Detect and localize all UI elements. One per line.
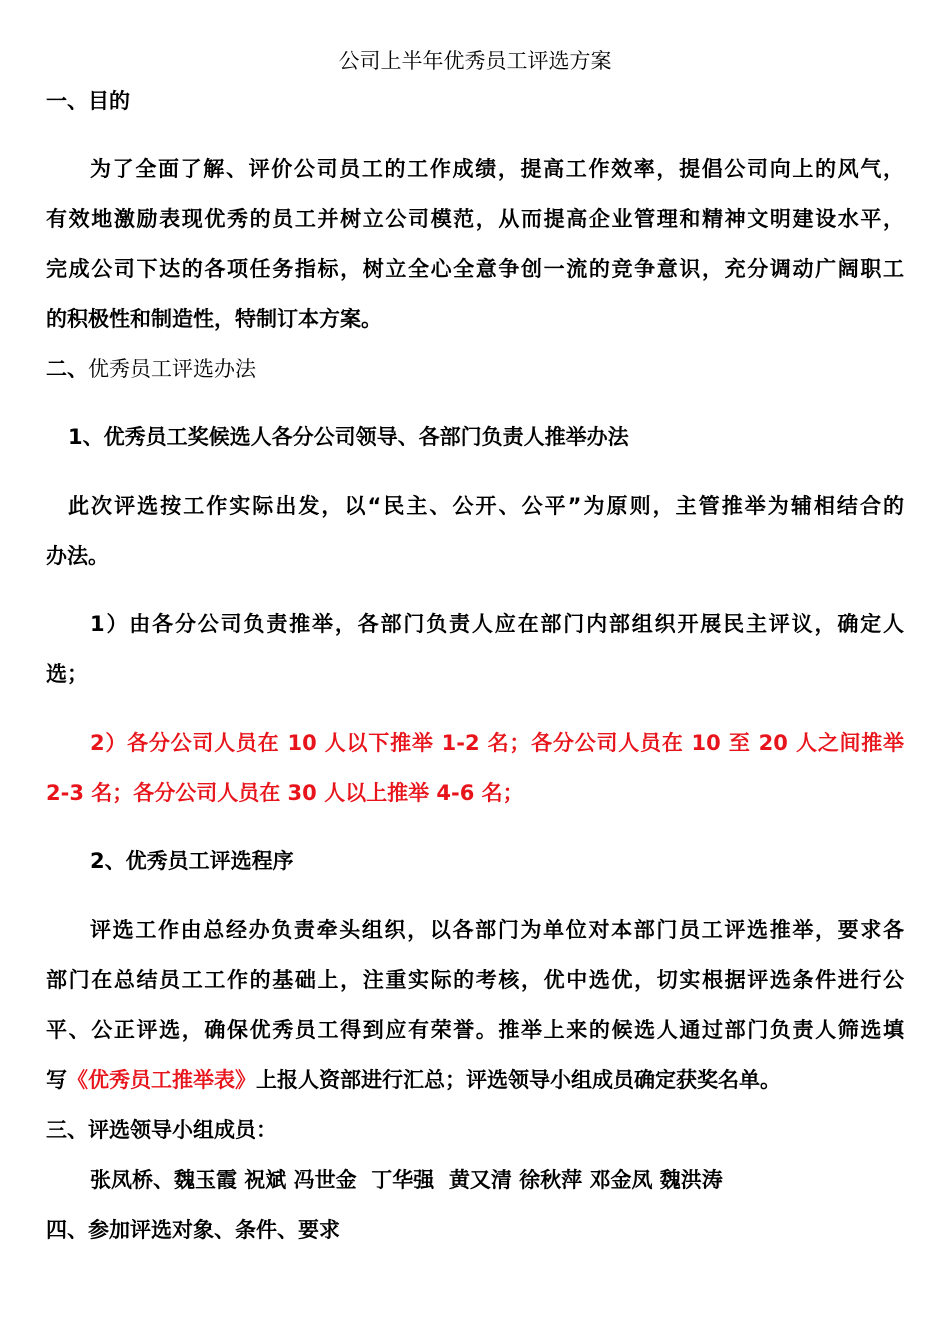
section-4-heading: 四、参加评选对象、条件、要求 — [46, 1218, 340, 1242]
subsection-2-heading: 2、优秀员工评选程序 — [90, 849, 294, 873]
doc-title: 公司上半年优秀员工评选方案 — [338, 49, 612, 73]
text-run: 上报人资部进行汇总；评选领导小组成员确定获奖名单。 — [256, 1068, 781, 1092]
paragraph-line: 平、公正评选，确保优秀员工得到应有荣誉。推举上来的候选人通过部门负责人筛选填 — [46, 1018, 904, 1042]
paragraph-line: 此次评选按工作实际出发，以“民主、公开、公平”为原则，主管推举为辅相结合的 — [68, 494, 904, 518]
list-item-line: 1）由各分公司负责推举，各部门负责人应在部门内部组织开展民主评议，确定人 — [90, 612, 904, 636]
subsection-1-heading: 1、优秀员工奖候选人各分公司领导、各部门负责人推举办法 — [68, 425, 629, 449]
paragraph-line: 评选工作由总经办负责牵头组织，以各部门为单位对本部门员工评选推举，要求各 — [90, 918, 904, 942]
member-list: 张凤桥、魏玉霞 祝斌 冯世金 丁华强 黄又清 徐秋萍 邓金凤 魏洪涛 — [90, 1168, 723, 1192]
section-2-heading — [46, 354, 906, 384]
paragraph-line: 部门在总结员工工作的基础上，注重实际的考核，优中选优，切实根据评选条件进行公 — [46, 968, 904, 992]
paragraph-line: 的积极性和制造性，特制订本方案。 — [46, 307, 382, 331]
highlighted-list-item-line: 2）各分公司人员在 10 人以下推举 1-2 名；各分公司人员在 10 至 20 人之间推举 — [90, 731, 904, 755]
paragraph-line: 完成公司下达的各项任务指标，树立全心全意争创一流的竞争意识，充分调动广阔职工 — [46, 257, 904, 281]
heading-prefix: 二、 — [46, 357, 88, 381]
heading-text: 优秀员工评选办法 — [88, 357, 256, 381]
section-1-heading: 一、目的 — [46, 89, 130, 113]
highlighted-list-item-line: 2-3 名；各分公司人员在 30 人以上推举 4-6 名； — [46, 781, 524, 805]
paragraph-line: 为了全面了解、评价公司员工的工作成绩，提高工作效率，提倡公司向上的风气， — [90, 157, 904, 181]
paragraph-line: 办法。 — [46, 544, 109, 568]
list-item-line: 选； — [46, 662, 88, 686]
paragraph-line — [46, 1065, 906, 1095]
text-run: 写 — [46, 1068, 67, 1092]
form-name-highlight: 《优秀员工推举表》 — [67, 1068, 256, 1092]
section-3-heading: 三、评选领导小组成员： — [46, 1118, 277, 1142]
paragraph-line: 有效地激励表现优秀的员工并树立公司模范，从而提高企业管理和精神文明建设水平， — [46, 207, 904, 231]
